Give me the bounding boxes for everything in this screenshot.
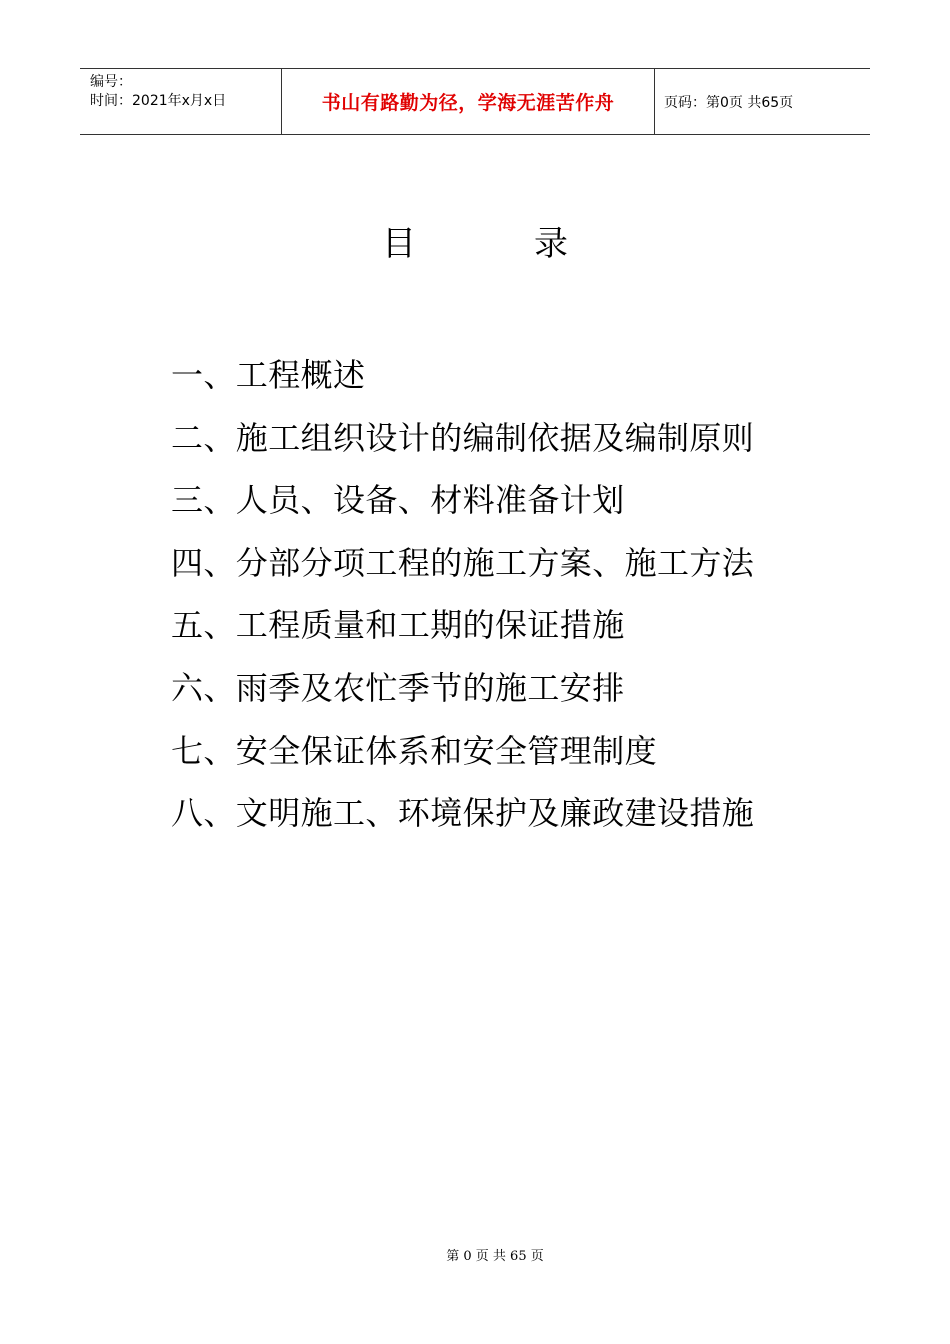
header-motto: 书山有路勤为径，学海无涯苦作舟 (321, 92, 615, 114)
page-footer (0, 1245, 950, 1264)
toc-title-left: 目 (382, 224, 416, 264)
header-page-info: 页码：第0页 共65页 (664, 94, 794, 111)
toc-item-3[interactable]: 三、人员、设备、材料准备计划 (171, 481, 625, 520)
toc-item-6[interactable]: 六、雨季及农忙季节的施工安排 (171, 668, 625, 707)
toc-item-1[interactable]: 一、工程概述 (171, 356, 366, 394)
toc-item-4[interactable]: 四、分部分项工程的施工方案、施工方法 (171, 543, 755, 582)
toc-list (171, 344, 754, 845)
header-meta-cell (80, 69, 282, 134)
header-motto-cell (282, 69, 655, 134)
document-number-label: 编号： (90, 74, 132, 90)
footer-page-number: 第 0 页 共 65 页 (446, 1249, 544, 1264)
document-date-label: 时间：2021年x月x日 (90, 93, 227, 109)
toc-item-5[interactable]: 五、工程质量和工期的保证措施 (171, 606, 625, 645)
toc-title-right: 录 (534, 224, 568, 264)
page-header (80, 68, 870, 135)
header-page-cell (655, 69, 870, 134)
toc-item-2[interactable]: 二、施工组织设计的编制依据及编制原则 (171, 418, 755, 457)
toc-item-8[interactable]: 八、文明施工、环境保护及廉政建设措施 (171, 794, 755, 833)
toc-title (0, 222, 950, 266)
toc-item-7[interactable]: 七、安全保证体系和安全管理制度 (171, 731, 658, 770)
